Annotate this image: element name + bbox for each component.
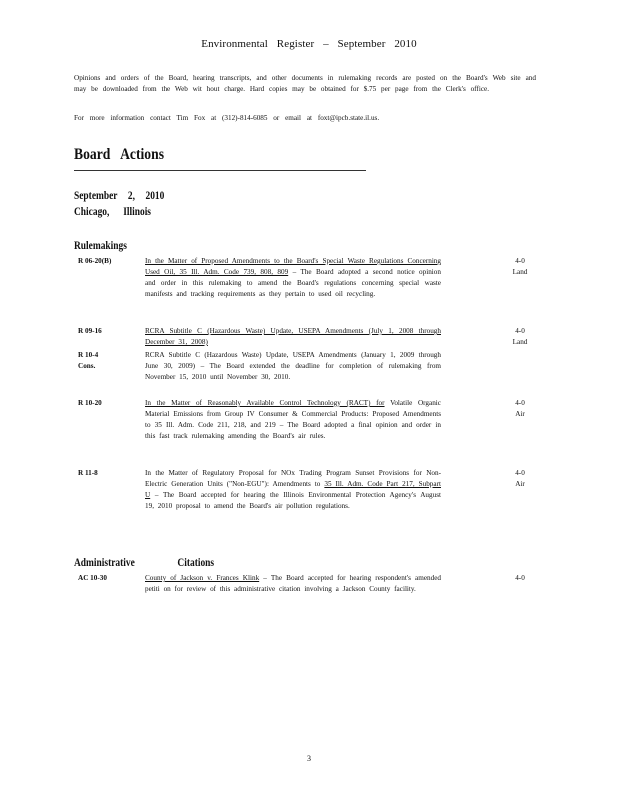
- entry-description: [145, 326, 441, 348]
- rulemakings-heading: Rulemakings: [74, 240, 127, 252]
- case-number: R 06-20(B): [78, 257, 112, 265]
- entry-description: RCRA Subtitle C (Hazardous Waste) Update, USEPA Amendments (January 1, 2009 through June 30, 2009) – The Board extended the deadline for completion of rulemaking from November 15, 2010 until November 30, 2010.: [145, 351, 441, 381]
- case-title-link[interactable]: RCRA Subtitle C (Hazardous Waste) Update, USEPA Amendments (July 1, 2008 through December 31, 2008): [145, 327, 441, 346]
- meeting-location: Chicago, Illinois: [74, 206, 151, 218]
- vote-tally: 4-0: [515, 574, 525, 582]
- entry-description: In the Matter of Proposed Amendments to the Board's Special Waste Regulations Concerning Used Oil, 35 Ill. Adm. Code 739, 808, 809 – The Board adopted a second notice opinion and order in this rulemaking to amend the Board's regulations concerning special waste manifests and tracking requirements as they pertain to used oil recycling.: [145, 257, 441, 298]
- page-header: Environmental Register – September 2010: [201, 38, 417, 50]
- vote-tally: 4-0 Land: [512, 257, 528, 276]
- case-title-link[interactable]: In the Matter of Proposed Amendments to the Board's Special Waste Regulations Concerning Used Oil, 35 Ill. Adm. Code 739, 808, 809: [145, 257, 441, 276]
- case-number: R 11-8: [78, 469, 98, 477]
- case-number: R 09-16: [78, 327, 102, 335]
- case-title-link[interactable]: In the Matter of Reasonably Available Control Technology (RACT) for: [145, 399, 385, 407]
- vote-tally: 4-0 Air: [515, 399, 525, 418]
- case-number: R 10-4 Cons.: [78, 351, 99, 370]
- case-title-link[interactable]: 35 Ill. Adm. Code Part 217, Subpart U: [145, 480, 441, 499]
- case-number: R 10-20: [78, 399, 102, 407]
- page-number: 3: [307, 754, 311, 763]
- section-divider: [74, 170, 366, 171]
- intro-paragraph: Opinions and orders of the Board, hearing transcripts, and other documents in rulemaking records are posted on the Board's Web site and may be downloaded from the Web wit hout charge. Hard copies may be obtained for $.75 per page from the Clerk's office.: [74, 74, 536, 93]
- section-title: Board Actions: [74, 146, 165, 163]
- citations-heading: Administrative Citations: [74, 557, 215, 569]
- entry-description: County of Jackson v. Frances Klink – The Board accepted for hearing respondent's amended petiti on for review of this administrative citation involving a Jackson County facility.: [145, 574, 441, 593]
- vote-tally: 4-0 Land: [512, 327, 528, 346]
- entry-description: In the Matter of Reasonably Available Control Technology (RACT) for Volatile Organic Material Emissions from Group IV Consumer & Commercial Products: Proposed Amendments to 35 Ill. Adm. Code 211, 218, and 219 – The Board adopted a final opinion and order in this fast track rulemaking amending the Board's air rules.: [145, 399, 441, 440]
- meeting-date: September 2, 2010: [74, 190, 165, 202]
- vote-tally: 4-0 Air: [515, 469, 525, 488]
- entry-description: In the Matter of Regulatory Proposal for NOx Trading Program Sunset Provisions for Non-Electric Generation Units ("Non-EGU"): Amendments to 35 Ill. Adm. Code Part 217, Subpart U – The Board accepted for hearing the Illinois Environmental Protection Agency's August 19, 2010 proposal to amend the Board's air pollution regulations.: [145, 469, 441, 510]
- case-title-link[interactable]: County of Jackson v. Frances Klink: [145, 574, 260, 582]
- case-number: AC 10-30: [78, 574, 107, 582]
- contact-line: For more information contact Tim Fox at (312)-814-6085 or email at foxt@ipcb.state.il.us.: [74, 114, 380, 122]
